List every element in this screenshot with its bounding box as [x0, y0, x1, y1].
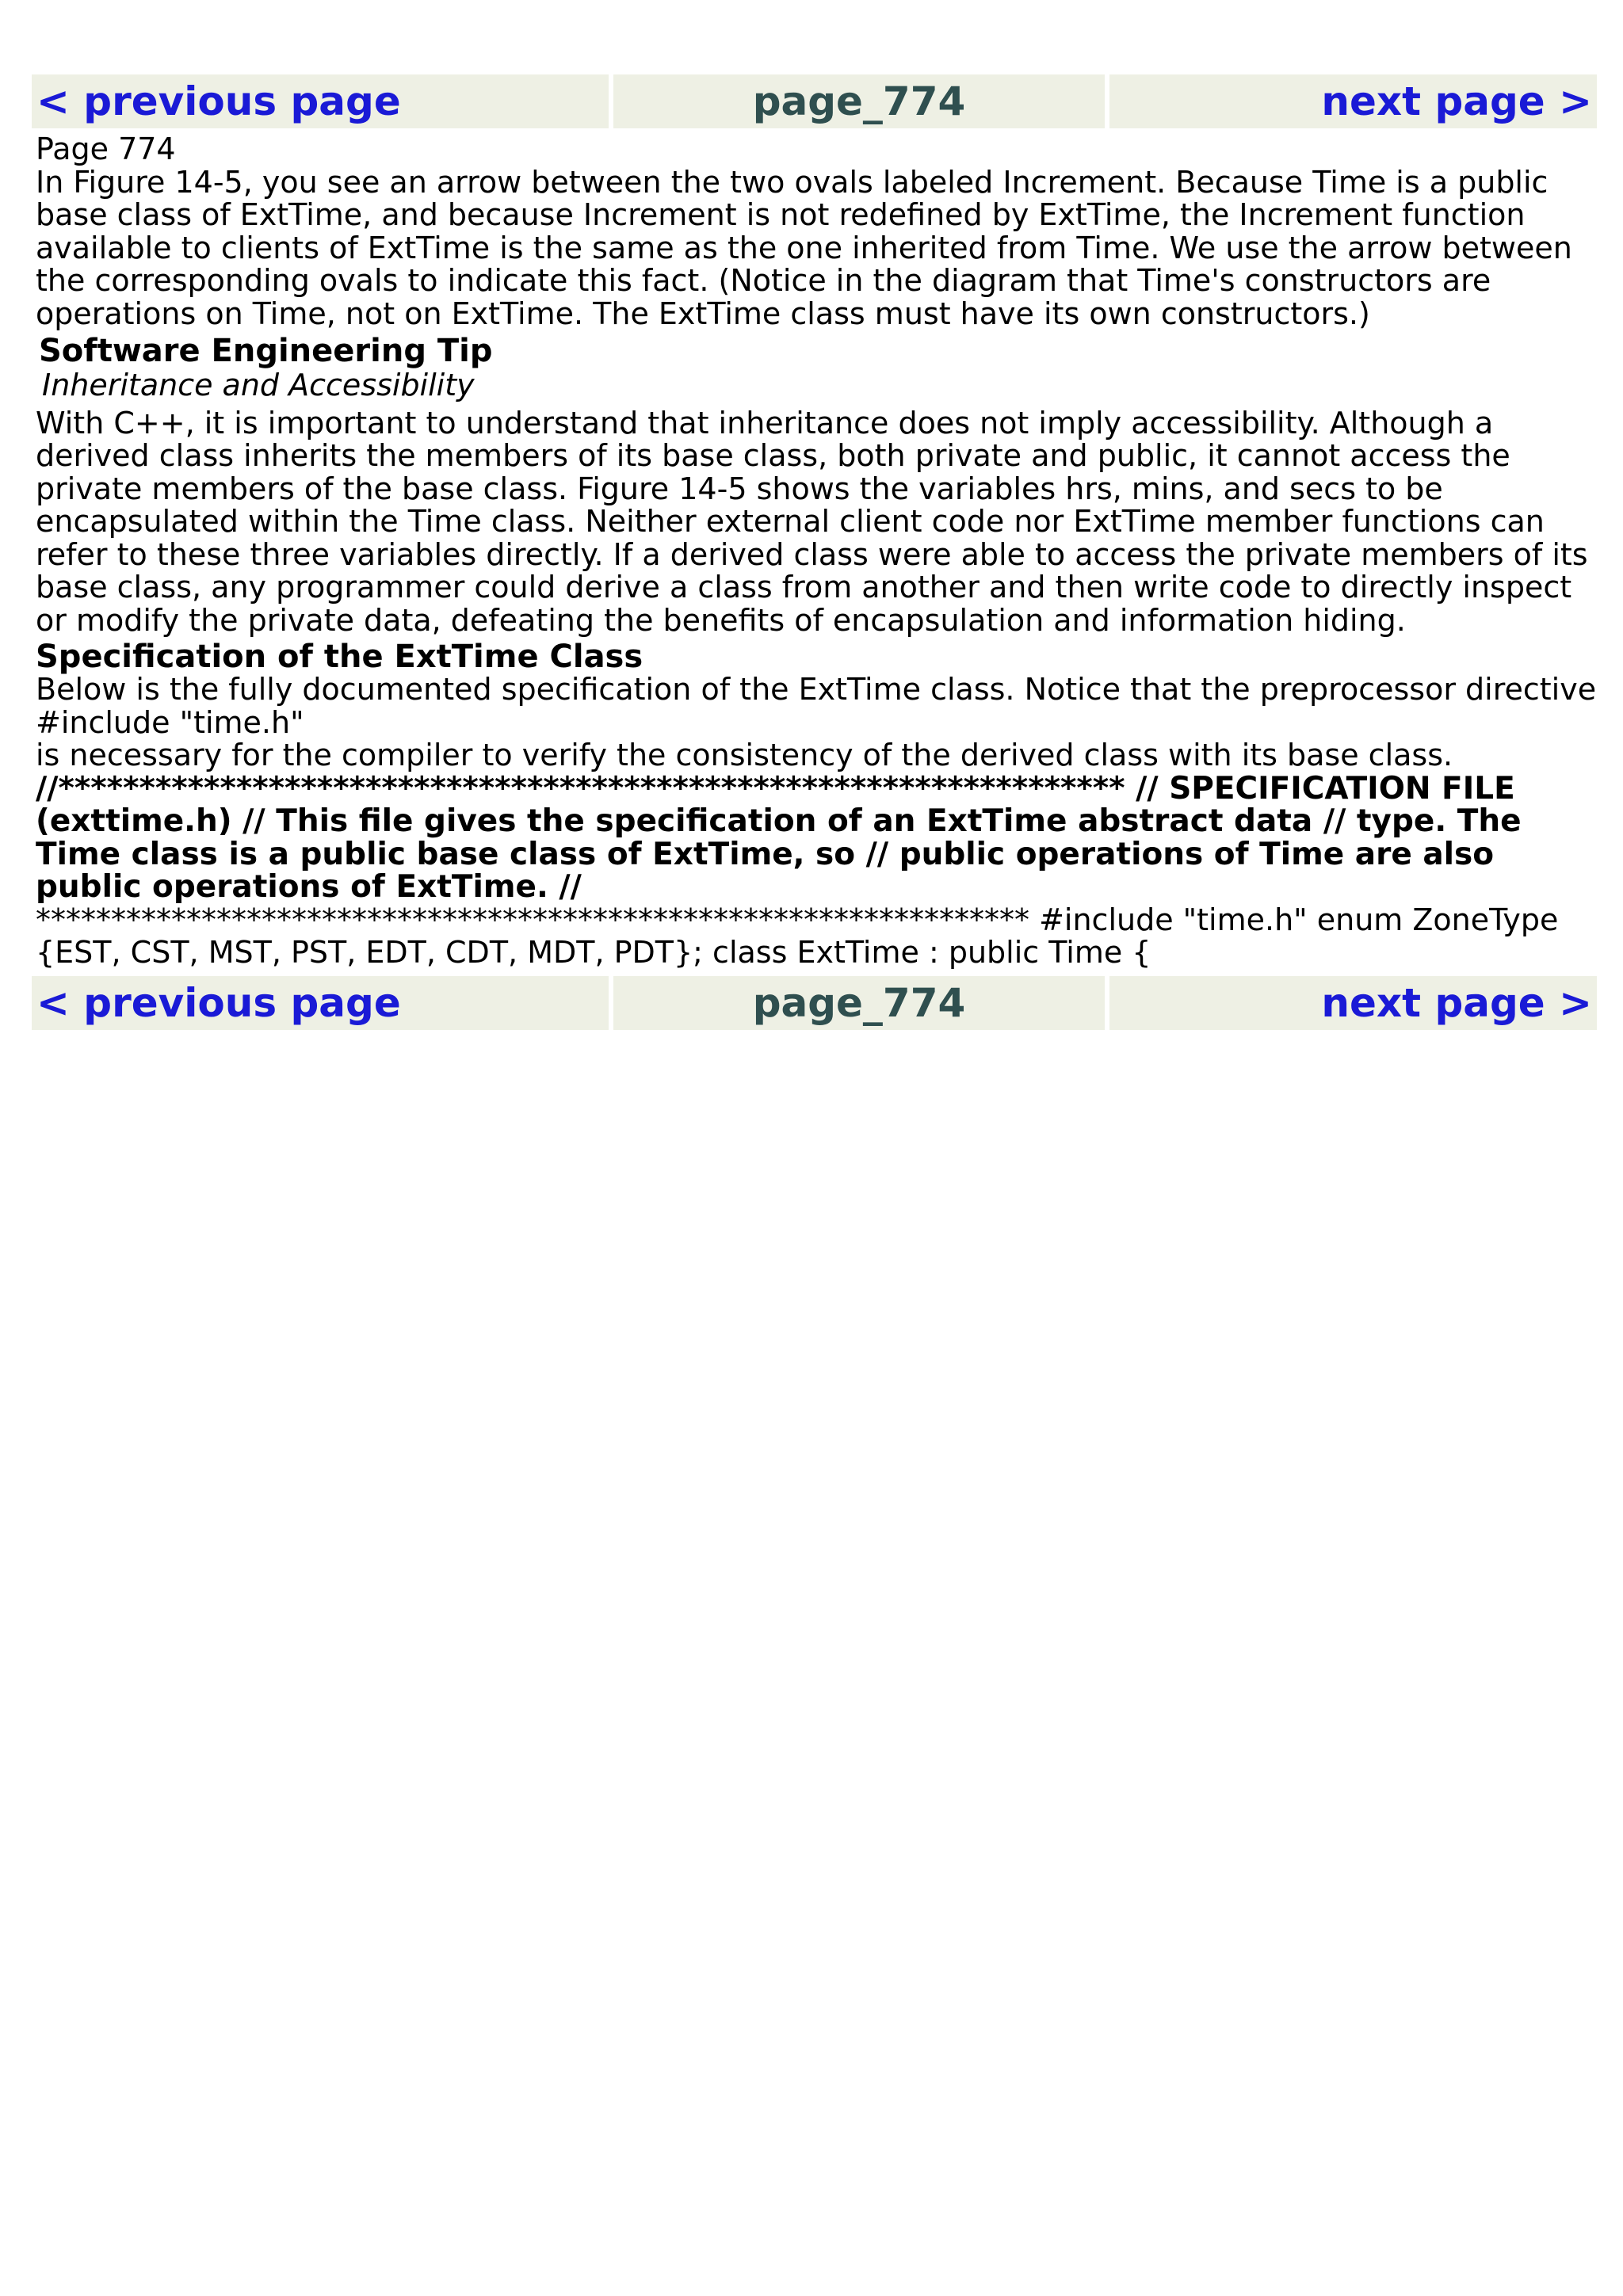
tip-subheading: Inheritance and Accessibility	[42, 368, 475, 402]
top-prev-cell	[32, 74, 609, 128]
intro-paragraph: In Figure 14-5, you see an arrow between the two ovals labeled Increment. Because Time is a public base class of ExtTime, and because Increment is not redefined by ExtTime, the Increment function available to clients of ExtTime is the same as the one inherited from Time. We use the arrow between the corresponding ovals to indicate this fact. (Notice in the diagram that Time's constructors are operations on Time, not on ExtTime. The ExtTime class must have its own constructors.)	[36, 164, 1572, 331]
spec-heading: Specification of the ExtTime Class	[36, 639, 643, 675]
page-number: Page 774	[36, 132, 176, 166]
top-navigation-bar	[32, 74, 1597, 128]
next-page-link[interactable]: next page >	[1321, 78, 1592, 124]
tip-body: With C++, it is important to understand that inheritance does not imply accessibility. Although a derived class inherits the members of its base class, both private and public, it cannot access the private members of the base class. Figure 14-5 shows the variables hrs, mins, and secs to be encapsulated within the Time class. Neither external client code nor ExtTime member functions can refer to these three variables directly. If a derived class were able to access the private members of its base class, any programmer could derive a class from another and then write code to directly inspect or modify the private data, defeating the benefits of encapsulation and information hiding.	[36, 405, 1588, 638]
spec-code-comment: //****************************************************************** // SPECIFICATION FILE (exttime.h) // This file gives the specification of an ExtTime abstract data // type. The Time class is a public base class of ExtTime, so // public operations of Time are also public operations of ExtTime. //	[36, 770, 1522, 905]
page-content	[32, 133, 1597, 970]
spec-include-line: #include "time.h"	[36, 704, 304, 740]
top-next-cell	[1109, 74, 1597, 128]
tip-heading: Software Engineering Tip	[39, 333, 493, 369]
bottom-page-label: page_774	[613, 976, 1105, 1030]
spec-code-declaration: ****************************************************************** #include "time.h" enum ZoneType {EST, CST, MST, PST, EDT, CDT, MDT, PDT}; class ExtTime : public Time {	[36, 902, 1559, 970]
previous-page-link-bottom[interactable]: < previous page	[36, 979, 401, 1026]
next-page-link-bottom[interactable]: next page >	[1321, 979, 1592, 1026]
bottom-navigation-bar	[32, 976, 1597, 1030]
spec-intro-line: Below is the fully documented specification of the ExtTime class. Notice that the preprocessor directive	[36, 672, 1597, 707]
bottom-next-cell	[1109, 976, 1597, 1030]
document-page	[32, 74, 1597, 1030]
spec-purpose-line: is necessary for the compiler to verify the consistency of the derived class with its base class.	[36, 738, 1453, 772]
bottom-prev-cell	[32, 976, 609, 1030]
previous-page-link[interactable]: < previous page	[36, 78, 401, 124]
top-page-label: page_774	[613, 74, 1105, 128]
